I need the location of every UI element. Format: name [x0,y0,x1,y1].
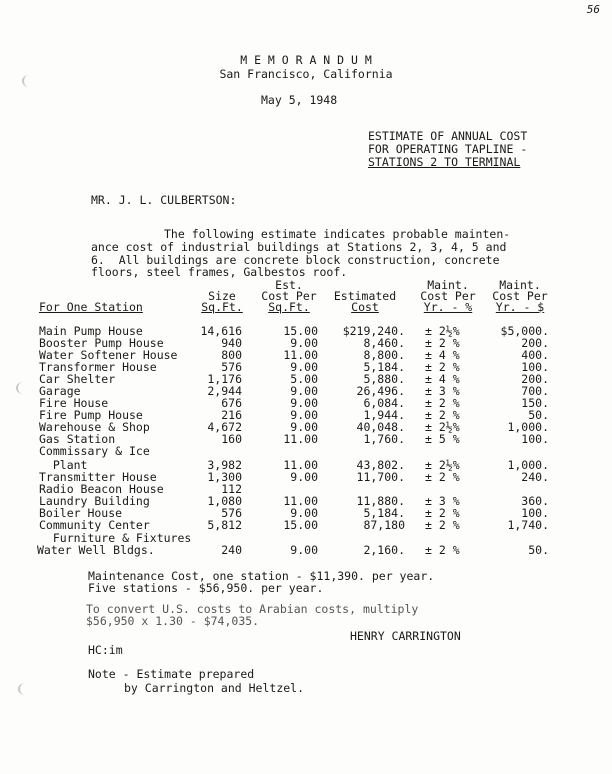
cell-estimated-cost: $219,240. [342,324,405,338]
cell-cost-per-sqft: 9.00 [290,420,318,434]
cell-station: Booster Pump House [39,336,164,350]
cell-maint-percent: ± 2½% [425,458,460,472]
cell-size: 5,812 [207,518,242,532]
cell-maint-dollars: 1,740. [507,518,549,532]
cell-estimated-cost: 8,460. [363,336,405,350]
cell-cost-per-sqft: 15.00 [283,324,318,338]
subject-line: ESTIMATE OF ANNUAL COST [368,129,528,143]
cell-maint-dollars: $5,000. [500,324,549,338]
cell-maint-percent: ± 2 % [425,518,460,532]
cell-station: Community Center [39,518,150,532]
cell-size: 1,300 [207,470,242,484]
cell-maint-dollars: 150. [521,396,549,410]
header-maint-percent: Cost Per [420,289,476,303]
cell-station: Furniture & Fixtures [39,531,192,545]
header-cost-per-sqft: Sq.Ft. [268,300,310,314]
cell-cost-per-sqft: 9.00 [290,543,318,557]
note-line: Note - Estimate prepared [88,667,255,681]
summary-line: Five stations - $56,950. per year. [88,581,324,595]
cell-maint-dollars: 1,000. [507,458,549,472]
cell-size: 216 [221,408,242,422]
cell-maint-percent: ± 2 % [425,360,460,374]
memo-location: San Francisco, California [219,67,393,81]
summary-line: Maintenance Cost, one station - $11,390. per year. [88,569,435,583]
cell-maint-percent: ± 2 % [425,408,460,422]
cell-maint-percent: ± 2 % [425,336,460,350]
header-estimated-cost: Estimated [333,289,397,303]
cell-estimated-cost: 11,880. [356,494,405,508]
cell-size: 676 [221,396,242,410]
cell-maint-dollars: 100. [521,432,549,446]
intro-paragraph-line: ance cost of industrial buildings at Stations 2, 3, 4, 5 and [91,240,507,254]
cell-size: 240 [221,543,242,557]
cell-cost-per-sqft: 9.00 [290,384,318,398]
cell-station: Garage [39,384,81,398]
cell-size: 1,080 [207,494,242,508]
header-station: For One Station [39,300,143,314]
cell-maint-dollars: 50. [528,408,549,422]
cell-maint-dollars: 400. [521,348,549,362]
cell-maint-dollars: 100. [521,506,549,520]
cell-estimated-cost: 1,760. [363,432,405,446]
intro-paragraph-line: 6. All buildings are concrete block construction, concrete [91,253,500,267]
header-maint-percent: Maint. [427,278,469,292]
table-row [0,545,612,557]
cell-cost-per-sqft: 15.00 [283,518,318,532]
cell-maint-dollars: 360. [521,494,549,508]
cell-maint-percent: ± 4 % [425,348,460,362]
cell-maint-percent: ± 3 % [425,384,460,398]
cell-maint-percent: ± 5 % [425,432,460,446]
cell-maint-dollars: 100. [521,360,549,374]
cell-estimated-cost: 5,184. [363,360,405,374]
cell-station: Transformer House [39,360,157,374]
subject-line: STATIONS 2 TO TERMINAL [368,155,521,169]
cell-estimated-cost: 87,180 [363,518,405,532]
header-maint-dollars: Maint. [499,278,541,292]
cell-station: Boiler House [39,506,123,520]
cell-maint-dollars: 50. [528,543,549,557]
cell-cost-per-sqft: 9.00 [290,506,318,520]
cell-station: Fire Pump House [39,408,143,422]
cell-station: Gas Station [39,432,116,446]
cell-cost-per-sqft: 11.00 [283,432,318,446]
cell-estimated-cost: 5,184. [363,506,405,520]
subject-line: FOR OPERATING TAPLINE - [368,142,528,156]
cell-cost-per-sqft: 11.00 [283,348,318,362]
cell-maint-dollars: 200. [521,336,549,350]
cell-size: 940 [221,336,242,350]
cell-station: Radio Beacon House [39,482,164,496]
cell-estimated-cost: 43,802. [356,458,405,472]
typist-initials: HC:im [88,643,123,657]
signature-name: HENRY CARRINGTON [350,629,461,643]
cell-cost-per-sqft: 9.00 [290,470,318,484]
intro-paragraph-line: The following estimate indicates probable mainten- [164,227,511,241]
cell-station: Fire House [39,396,109,410]
cell-station: Water Softener House [39,348,178,362]
cell-maint-percent: ± 3 % [425,494,460,508]
cell-station: Plant [39,458,88,472]
cell-station: Water Well Bldgs. [37,543,155,557]
cell-estimated-cost: 5,880. [363,372,405,386]
salutation: MR. J. L. CULBERTSON: [91,193,237,207]
intro-paragraph-line: floors, steel frames, Galbestos roof. [91,265,348,279]
cell-size: 160 [221,432,242,446]
cell-size: 4,672 [207,420,242,434]
cell-estimated-cost: 6,084. [363,396,405,410]
cell-cost-per-sqft: 9.00 [290,360,318,374]
cell-maint-percent: ± 2 % [425,470,460,484]
cell-maint-percent: ± 2½% [425,324,460,338]
cell-maint-percent: ± 2½% [425,420,460,434]
memo-title: M E M O R A N D U M [240,53,372,67]
conversion-note-line: To convert U.S. costs to Arabian costs, multiply [86,602,419,616]
cell-station: Main Pump House [39,324,143,338]
header-estimated-cost: Cost [351,300,379,314]
header-size: Size [208,289,236,303]
cell-maint-dollars: 240. [521,470,549,484]
header-maint-percent: Yr. - % [423,300,473,314]
header-maint-dollars: Cost Per [492,289,548,303]
cell-estimated-cost: 11,700. [356,470,405,484]
cell-station: Warehouse & Shop [39,420,150,434]
cell-cost-per-sqft: 9.00 [290,408,318,422]
cell-cost-per-sqft: 9.00 [290,396,318,410]
cell-cost-per-sqft: 5.00 [290,372,318,386]
memo-date: May 5, 1948 [261,93,338,107]
cell-estimated-cost: 40,048. [356,420,405,434]
cell-size: 2,944 [207,384,242,398]
page-number: 56 [586,3,600,16]
cell-cost-per-sqft: 11.00 [283,494,318,508]
header-cost-per-sqft: Cost Per [261,289,317,303]
cell-maint-percent: ± 4 % [425,372,460,386]
cell-estimated-cost: 2,160. [363,543,405,557]
cell-estimated-cost: 26,496. [356,384,405,398]
cell-maint-percent: ± 2 % [425,543,460,557]
cell-size: 576 [221,360,242,374]
cell-station: Car Shelter [39,372,116,386]
cell-station: Laundry Building [39,494,150,508]
cell-maint-percent: ± 2 % [425,396,460,410]
header-size: Sq.Ft. [201,300,243,314]
cell-station: Transmitter House [39,470,157,484]
note-line: by Carrington and Heltzel. [124,681,305,695]
cell-maint-dollars: 1,000. [507,420,549,434]
header-cost-per-sqft: Est. [275,278,303,292]
cell-cost-per-sqft: 11.00 [283,458,318,472]
cell-maint-dollars: 700. [521,384,549,398]
cell-size: 800 [221,348,242,362]
cell-station: Commissary & Ice [39,444,150,458]
cell-size: 576 [221,506,242,520]
cell-maint-dollars: 200. [521,372,549,386]
cell-maint-percent: ± 2 % [425,506,460,520]
cell-size: 3,982 [207,458,242,472]
table-row [0,446,612,458]
punch-hole-mark [18,683,32,695]
cell-size: 14,616 [200,324,242,338]
cell-cost-per-sqft: 9.00 [290,336,318,350]
conversion-note-line: $56,950 x 1.30 - $74,035. [86,614,260,628]
header-maint-dollars: Yr. - $ [495,300,545,314]
cell-size: 1,176 [207,372,242,386]
cell-size: 112 [221,482,242,496]
cell-estimated-cost: 1,944. [363,408,405,422]
cell-estimated-cost: 8,800. [363,348,405,362]
